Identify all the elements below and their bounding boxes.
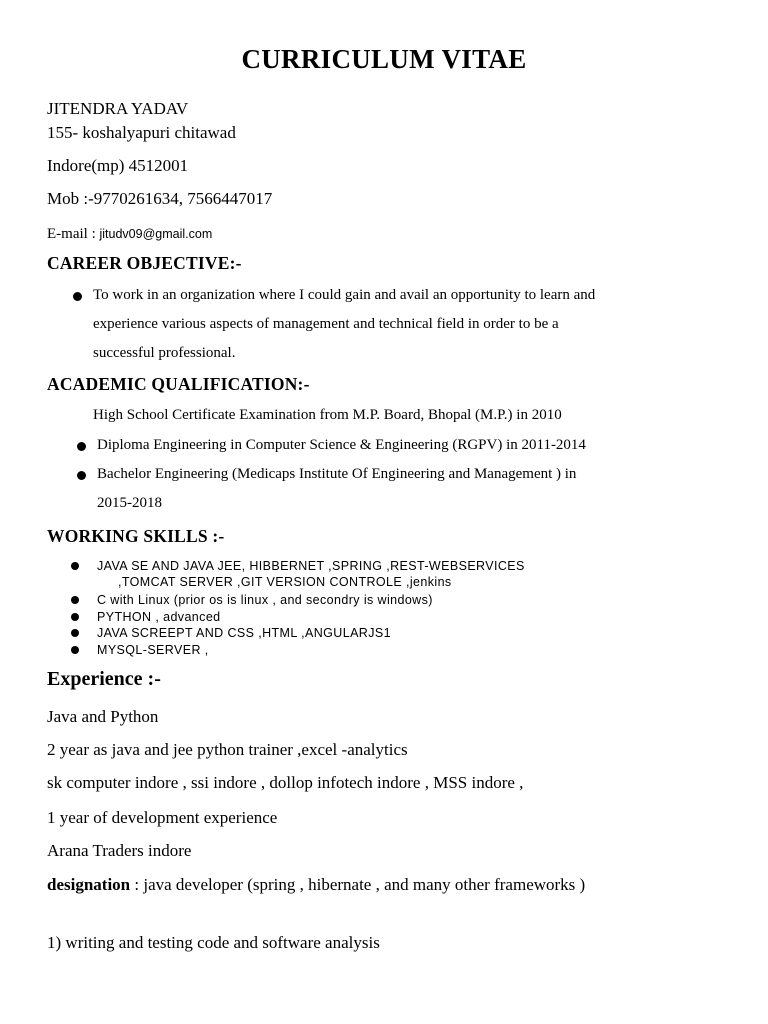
skill-item-continued: ,TOMCAT SERVER ,GIT VERSION CONTROLE ,jenkins — [118, 575, 452, 589]
address-line: 155- koshalyapuri chitawad — [47, 123, 236, 142]
career-objective-heading: CAREER OBJECTIVE:- — [47, 253, 242, 273]
experience-line: 2 year as java and jee python trainer ,excel -analytics — [47, 740, 408, 759]
city-line: Indore(mp) 4512001 — [47, 156, 189, 175]
bullet-icon — [71, 562, 79, 570]
skill-item: JAVA SE AND JAVA JEE, HIBBERNET ,SPRING ,REST-WEBSERVICES — [97, 559, 525, 573]
skill-item: PYTHON , advanced — [97, 610, 221, 624]
email-line — [47, 223, 212, 243]
duty-line: 1) writing and testing code and software analysis — [47, 933, 380, 952]
mobile-line: Mob :-9770261634, 7566447017 — [47, 189, 273, 208]
email-value: jitudv09@gmail.com — [99, 227, 213, 241]
bullet-icon — [73, 292, 82, 301]
bullet-icon — [77, 442, 86, 451]
bullet-icon — [71, 613, 79, 621]
experience-heading: Experience :- — [47, 668, 161, 690]
bullet-icon — [71, 629, 79, 637]
designation-label: designation — [47, 875, 131, 894]
high-school-line: High School Certificate Examination from M.P. Board, Bhopal (M.P.) in 2010 — [93, 407, 562, 423]
bachelor-years: 2015-2018 — [97, 495, 162, 511]
objective-line: successful professional. — [93, 345, 236, 361]
bullet-icon — [71, 596, 79, 604]
designation-value: : java developer (spring , hibernate , and many other frameworks ) — [130, 875, 586, 894]
academic-heading: ACADEMIC QUALIFICATION:- — [47, 374, 310, 394]
bullet-icon — [71, 646, 79, 654]
objective-line: To work in an organization where I could gain and avail an opportunity to learn and — [93, 287, 596, 303]
bullet-icon — [77, 471, 86, 480]
skill-item: MYSQL-SERVER , — [97, 643, 209, 657]
page-title: CURRICULUM VITAE — [241, 44, 527, 74]
designation-line — [47, 875, 585, 895]
skill-item: JAVA SCREEPT AND CSS ,HTML ,ANGULARJS1 — [97, 626, 391, 640]
skills-heading: WORKING SKILLS :- — [47, 526, 225, 546]
skill-item: C with Linux (prior os is linux , and secondry is windows) — [97, 593, 433, 607]
experience-line: Java and Python — [47, 707, 159, 726]
candidate-name: JITENDRA YADAV — [47, 99, 189, 118]
email-label: E-mail : — [47, 226, 100, 242]
bachelor-line: Bachelor Engineering (Medicaps Institute Of Engineering and Management ) in — [97, 466, 577, 482]
experience-line: Arana Traders indore — [47, 841, 192, 860]
experience-line: sk computer indore , ssi indore , dollop infotech indore , MSS indore , — [47, 773, 524, 792]
experience-line: 1 year of development experience — [47, 808, 278, 827]
objective-line: experience various aspects of management and technical field in order to be a — [93, 316, 559, 332]
diploma-line: Diploma Engineering in Computer Science & Engineering (RGPV) in 2011-2014 — [97, 437, 586, 453]
